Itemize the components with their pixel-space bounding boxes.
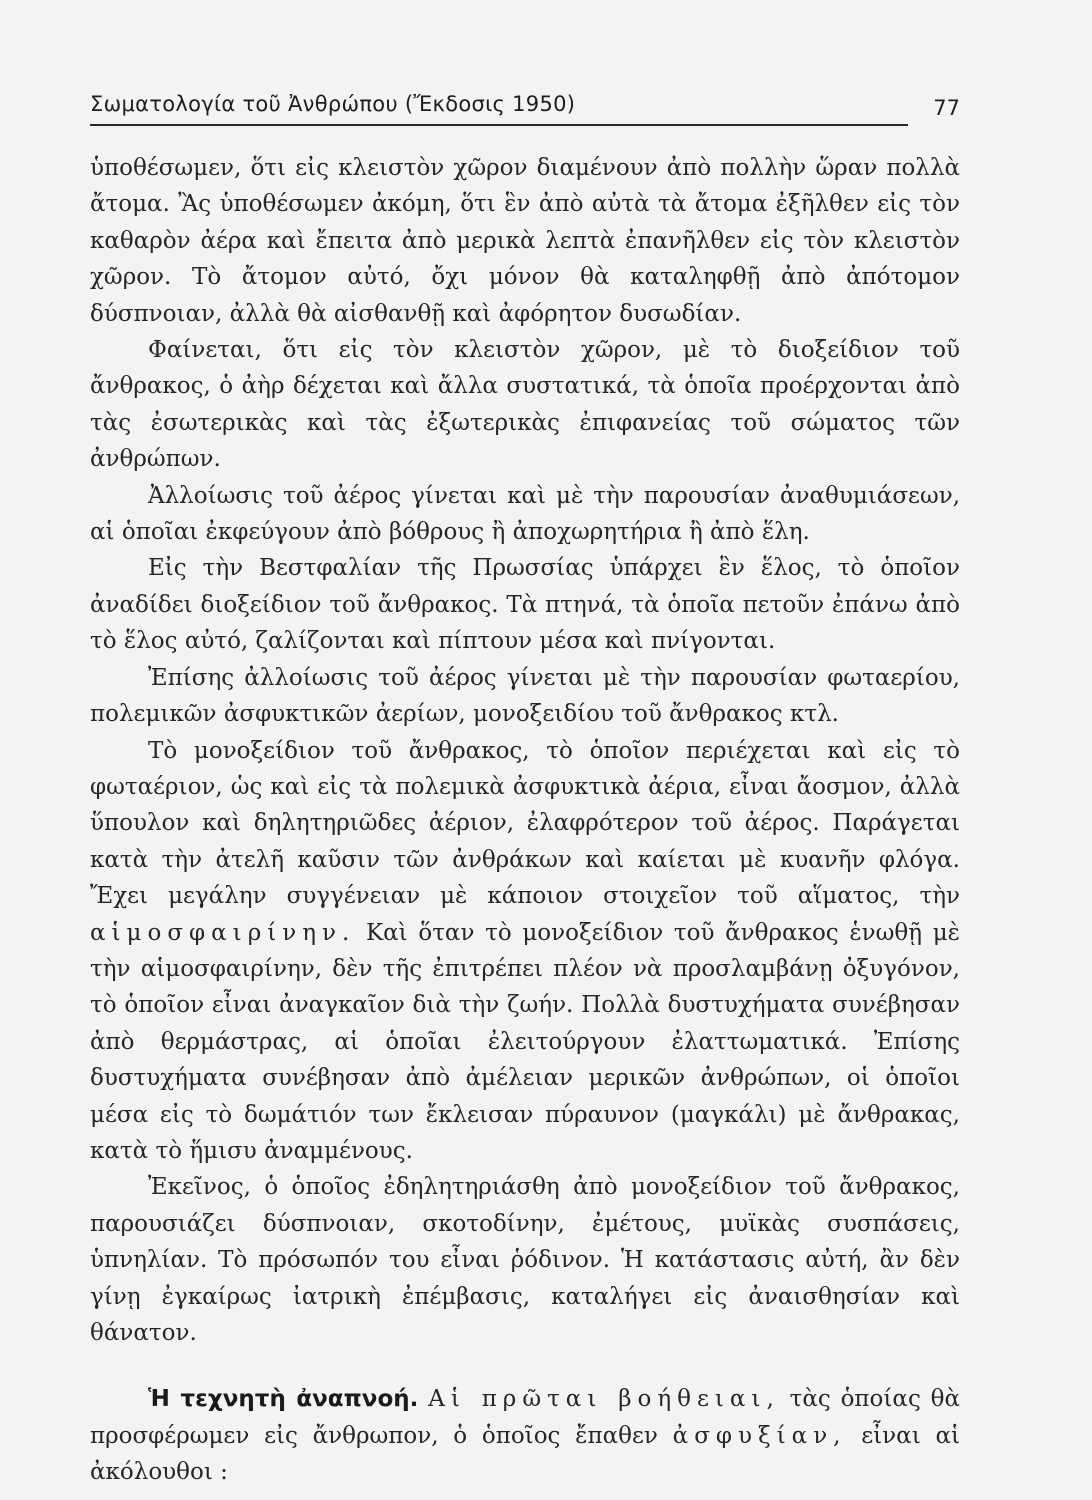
- section-text-1: τὰς ὁποίας θὰ προσφέρωμεν εἰς ἄνθρωπον, ὁ ὁποῖος ἔπαθεν: [90, 1386, 961, 1449]
- section-heading: Ἡ τεχνητὴ ἀναπνοή.: [148, 1386, 419, 1413]
- section-text-2: εἶναι αἱ ἀκόλουθοι :: [90, 1422, 961, 1486]
- paragraph-6-text: Τὸ μονοξείδιον τοῦ ἄνθρακος, τὸ ὁποῖον περιέχεται καὶ εἰς τὸ φωταέριον, ὡς καὶ εἰς τὰ πολεμικὰ ἀσφυκτικὰ ἀέρια, εἶναι ἄοσμον, ἀλλὰ ὕπουλον καὶ δηλητηριῶδες ἀέριον, ἐλαφρότερον τοῦ ἀέρος. Παράγεται κατὰ τὴν ἀτελῆ καῦσιν τῶν ἀνθράκων καὶ καίεται μὲ κυανῆν φλόγα. Ἔχει μεγάλην συγγένειαν μὲ κάποιον στοιχεῖον τοῦ αἵματος, τὴν: [90, 737, 960, 910]
- paragraph-6-continued: Καὶ ὅταν τὸ μονοξείδιον τοῦ ἄνθρακος ἑνωθῇ μὲ τὴν αἱμοσφαιρίνην, δὲν τῆς ἐπιτρέπει πλέον νὰ προσλαμβάνῃ ὀξυγόνον, τὸ ὁποῖον εἶναι ἀναγκαῖον διὰ τὴν ζωήν. Πολλὰ δυστυχήματα συνέβησαν ἀπὸ θερμάστρας, αἱ ὁποῖαι ἐλειτούργουν ἐλαττωματικά. Ἐπίσης δυστυχήματα συνέβησαν ἀπὸ ἀμέλειαν μερικῶν ἀνθρώπων, οἱ ὁποῖοι μέσα εἰς τὸ δωμάτιόν των ἔκλεισαν πύραυνον (μαγκάλι) μὲ ἄνθρακας, κατὰ τὸ ἥμισυ ἀναμμένους.: [90, 919, 960, 1164]
- running-title: Σωματολογία τοῦ Ἀνθρώπου (Ἔκδοσις 1950): [90, 92, 576, 116]
- first-aid-term: Αἱ πρῶται βοήθειαι,: [428, 1386, 780, 1413]
- paragraph-4: Εἰς τὴν Βεστφαλίαν τῆς Πρωσσίας ὑπάρχει ἓν ἕλος, τὸ ὁποῖον ἀναδίδει διοξείδιον τοῦ ἄνθρακος. Τὰ πτηνά, τὰ ὁποῖα πετοῦν ἐπάνω ἀπὸ τὸ ἕλος αὐτό, ζαλίζονται καὶ πίπτουν μέσα καὶ πνίγονται.: [90, 555, 960, 655]
- asphyxia-term: ἀσφυξίαν,: [672, 1422, 847, 1449]
- paragraph-2: Φαίνεται, ὅτι εἰς τὸν κλειστὸν χῶρον, μὲ τὸ διοξείδιον τοῦ ἄνθρακος, ὁ ἀὴρ δέχεται καὶ ἄλλα συστατικά, τὰ ὁποῖα προέρχονται ἀπὸ τὰς ἐσωτερικὰς καὶ τὰς ἐξωτερικὰς ἐπιφανείας τοῦ σώματος τῶν ἀνθρώπων.: [90, 337, 960, 473]
- page-header: [90, 82, 960, 122]
- paragraph-5: Ἐπίσης ἀλλοίωσις τοῦ ἀέρος γίνεται μὲ τὴν παρουσίαν φωταερίου, πολεμικῶν ἀσφυκτικῶν ἀερίων, μονοξειδίου τοῦ ἄνθρακος κτλ.: [90, 664, 960, 728]
- paragraph-3: Ἀλλοίωσις τοῦ ἀέρος γίνεται καὶ μὲ τὴν παρουσίαν ἀναθυμιάσεων, αἱ ὁποῖαι ἐκφεύγουν ἀπὸ βόθρους ἢ ἀποχωρητήρια ἢ ἀπὸ ἕλη.: [90, 482, 960, 546]
- page-number: 77: [933, 96, 960, 120]
- paragraph-1: ὑποθέσωμεν, ὅτι εἰς κλειστὸν χῶρον διαμένουν ἀπὸ πολλὴν ὥραν πολλὰ ἄτομα. Ἂς ὑποθέσωμεν ἀκόμη, ὅτι ἓν ἀπὸ αὐτὰ τὰ ἄτομα ἐξῆλθεν εἰς τὸν καθαρὸν ἀέρα καὶ ἔπειτα ἀπὸ μερικὰ λεπτὰ ἐπανῆλθεν εἰς τὸν κλειστὸν χῶρον. Τὸ ἄτομον αὐτό, ὄχι μόνον θὰ καταληφθῇ ἀπὸ ἀπότομον δύσπνοιαν, ἀλλὰ θὰ αἰσθανθῇ καὶ ἀφόρητον δυσωδίαν.: [90, 155, 960, 327]
- header-rule: [90, 124, 908, 126]
- paragraph-7: Ἐκεῖνος, ὁ ὁποῖος ἐδηλητηριάσθη ἀπὸ μονοξείδιον τοῦ ἄνθρακος, παρουσιάζει δύσπνοιαν, σκοτοδίνην, ἐμέτους, μυϊκὰς συσπάσεις, ὑπνηλίαν. Τὸ πρόσωπόν του εἶναι ῥόδινον. Ἡ κατάστασις αὐτή, ἂν δὲν γίνῃ ἐγκαίρως ἰατρικὴ ἐπέμβασις, καταλήγει εἰς ἀναισθησίαν καὶ θάνατον.: [90, 1174, 960, 1346]
- haemoglobin-term: αἱμοσφαιρίνην.: [90, 919, 356, 946]
- artificial-respiration-section: [90, 1381, 960, 1490]
- body-text: [90, 150, 960, 1491]
- paragraph-6: [90, 733, 960, 1170]
